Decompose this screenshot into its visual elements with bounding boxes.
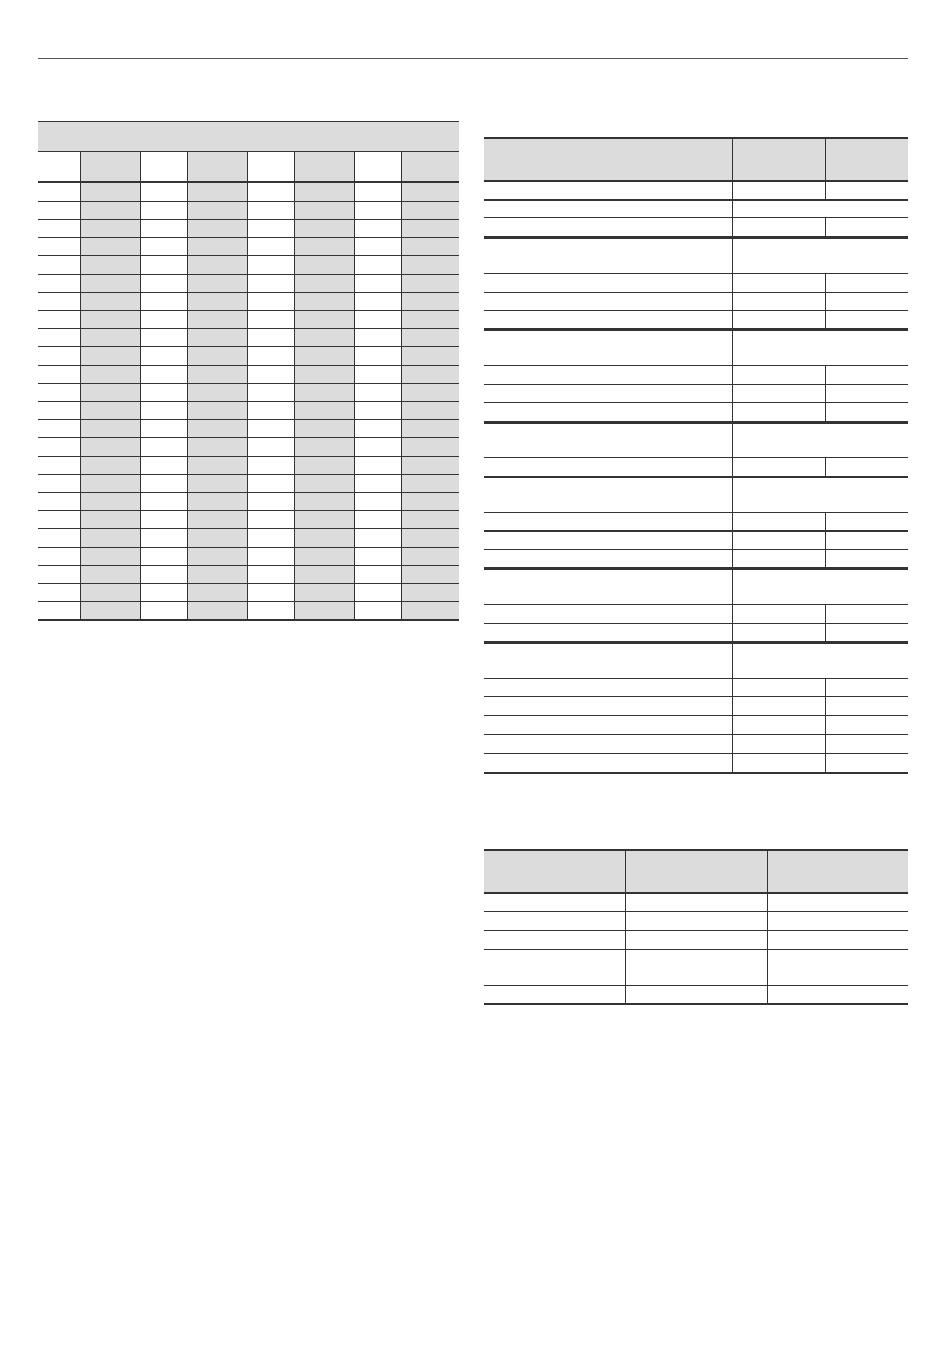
right-spec-table [484,137,908,774]
right-summary-table [484,849,908,1005]
left-table-column-header-row [38,152,459,183]
left-table-title-row [38,121,459,152]
right-spec-table-header [484,137,908,181]
header-rule [38,58,908,59]
right-summary-table-header [484,849,908,893]
left-table-body [38,183,459,620]
left-data-table [38,121,459,620]
